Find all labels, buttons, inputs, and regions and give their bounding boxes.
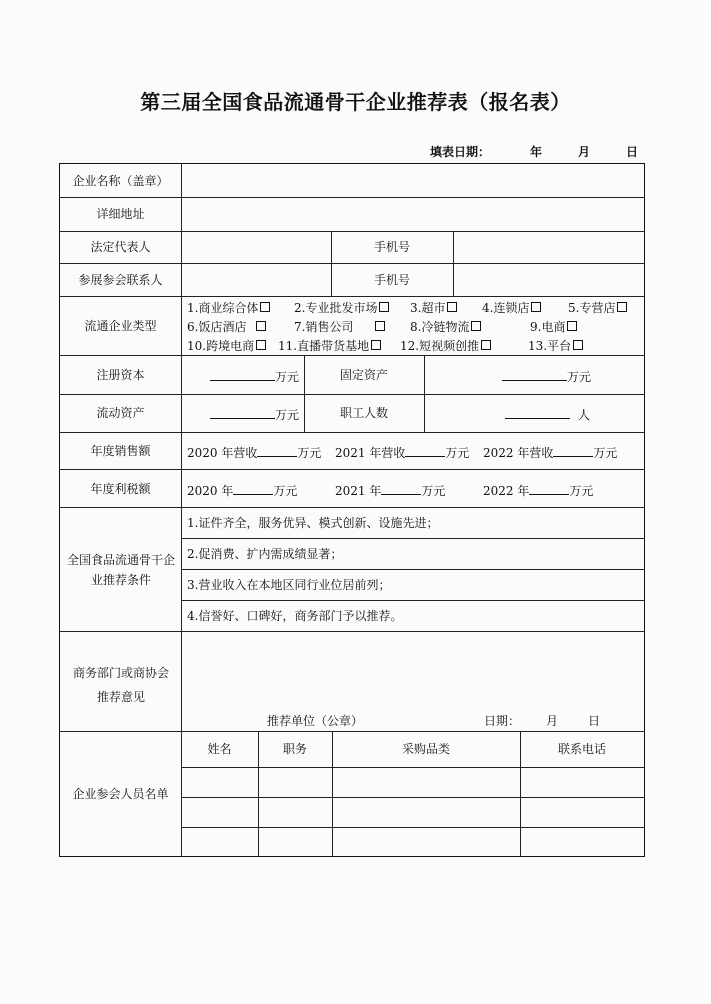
label-annual-sales: 年度销售额 xyxy=(90,444,151,458)
opinion-area[interactable] xyxy=(182,632,644,702)
label-company-name: 企业名称（盖章） xyxy=(72,174,169,188)
opinion-unit: 推荐单位（公章） xyxy=(267,714,364,728)
label-fixed-assets: 固定资产 xyxy=(339,368,388,382)
tax-2022[interactable]: 2022 年 万元 xyxy=(483,484,594,498)
biz-type-option[interactable]: 13.平台 xyxy=(528,339,583,353)
checkbox[interactable] xyxy=(481,340,491,350)
checkbox[interactable] xyxy=(379,302,389,312)
label-reg-capital: 注册资本 xyxy=(96,368,145,382)
label-legal-rep: 法定代表人 xyxy=(90,240,151,254)
opinion-month: 月 xyxy=(546,714,559,728)
condition-2: 2.促消费、扩内需成绩显著； xyxy=(187,547,343,561)
label-current-assets: 流动资产 xyxy=(96,406,145,420)
opinion-date: 日期： xyxy=(484,714,521,728)
header-title: 职务 xyxy=(282,742,307,756)
biz-type-option[interactable]: 2.专业批发市场 xyxy=(294,301,389,315)
condition-3: 3.营业收入在本地区同行业位居前列； xyxy=(187,578,391,592)
biz-type-option[interactable]: 8.冷链物流 xyxy=(410,320,481,334)
tax-2021[interactable]: 2021 年 万元 xyxy=(335,484,446,498)
header-category: 采购品类 xyxy=(401,742,450,756)
reg-capital-field[interactable]: 万元 xyxy=(210,368,299,384)
fill-date-month: 月 xyxy=(578,145,591,159)
fill-date-label: 填表日期： xyxy=(430,145,491,159)
sales-2022[interactable]: 2022 年营收 万元 xyxy=(483,446,618,460)
biz-type-option[interactable]: 1.商业综合体 xyxy=(187,301,270,315)
employees-field[interactable]: 人 xyxy=(505,406,590,422)
header-name: 姓名 xyxy=(207,742,232,756)
label-conditions: 全国食品流通骨干企业推荐条件 xyxy=(66,553,175,587)
checkbox[interactable] xyxy=(617,302,627,312)
checkbox[interactable] xyxy=(447,302,457,312)
condition-4: 4.信誉好、口碑好，商务部门予以推荐。 xyxy=(187,609,403,623)
label-staff-list: 企业参会人员名单 xyxy=(72,787,169,801)
checkbox[interactable] xyxy=(375,321,385,331)
biz-type-option[interactable]: 6.饭店酒店 xyxy=(187,320,266,334)
opinion-day: 日 xyxy=(588,714,601,728)
registration-form xyxy=(59,163,645,857)
biz-type-option[interactable]: 7.销售公司 xyxy=(294,320,385,334)
checkbox[interactable] xyxy=(567,321,577,331)
biz-type-option[interactable]: 12.短视频创推 xyxy=(400,339,491,353)
form-title: 第三届全国食品流通骨干企业推荐表（报名表） xyxy=(140,90,571,114)
checkbox[interactable] xyxy=(260,302,270,312)
checkbox[interactable] xyxy=(531,302,541,312)
biz-type-option[interactable]: 5.专营店 xyxy=(568,301,627,315)
biz-type-option[interactable]: 3.超市 xyxy=(410,301,457,315)
label-mobile-2: 手机号 xyxy=(373,273,410,287)
label-contact: 参展参会联系人 xyxy=(78,273,163,287)
checkbox[interactable] xyxy=(256,340,266,350)
label-address: 详细地址 xyxy=(96,207,145,221)
biz-type-option[interactable]: 4.连锁店 xyxy=(482,301,541,315)
fixed-assets-field[interactable]: 万元 xyxy=(502,368,591,384)
checkbox[interactable] xyxy=(471,321,481,331)
biz-type-option[interactable]: 10.跨境电商 xyxy=(187,339,266,353)
fill-date-year: 年 xyxy=(530,145,543,159)
current-assets-field[interactable]: 万元 xyxy=(210,406,299,422)
label-annual-tax: 年度利税额 xyxy=(90,482,151,496)
condition-1: 1.证件齐全，服务优异、模式创新、设施先进； xyxy=(187,516,439,530)
fill-date-day: 日 xyxy=(626,145,639,159)
header-phone: 联系电话 xyxy=(557,742,606,756)
checkbox[interactable] xyxy=(573,340,583,350)
label-biz-type: 流通企业类型 xyxy=(84,319,157,333)
label-opinion: 商务部门或商协会推荐意见 xyxy=(72,666,169,704)
sales-2021[interactable]: 2021 年营收 万元 xyxy=(335,446,470,460)
biz-type-option[interactable]: 9.电商 xyxy=(530,320,577,334)
sales-2020[interactable]: 2020 年营收 万元 xyxy=(187,446,322,460)
label-employees: 职工人数 xyxy=(339,406,388,420)
checkbox[interactable] xyxy=(371,340,381,350)
biz-type-option[interactable]: 11.直播带货基地 xyxy=(278,339,381,353)
tax-2020[interactable]: 2020 年 万元 xyxy=(187,484,298,498)
label-mobile-1: 手机号 xyxy=(373,240,410,254)
checkbox[interactable] xyxy=(256,321,266,331)
